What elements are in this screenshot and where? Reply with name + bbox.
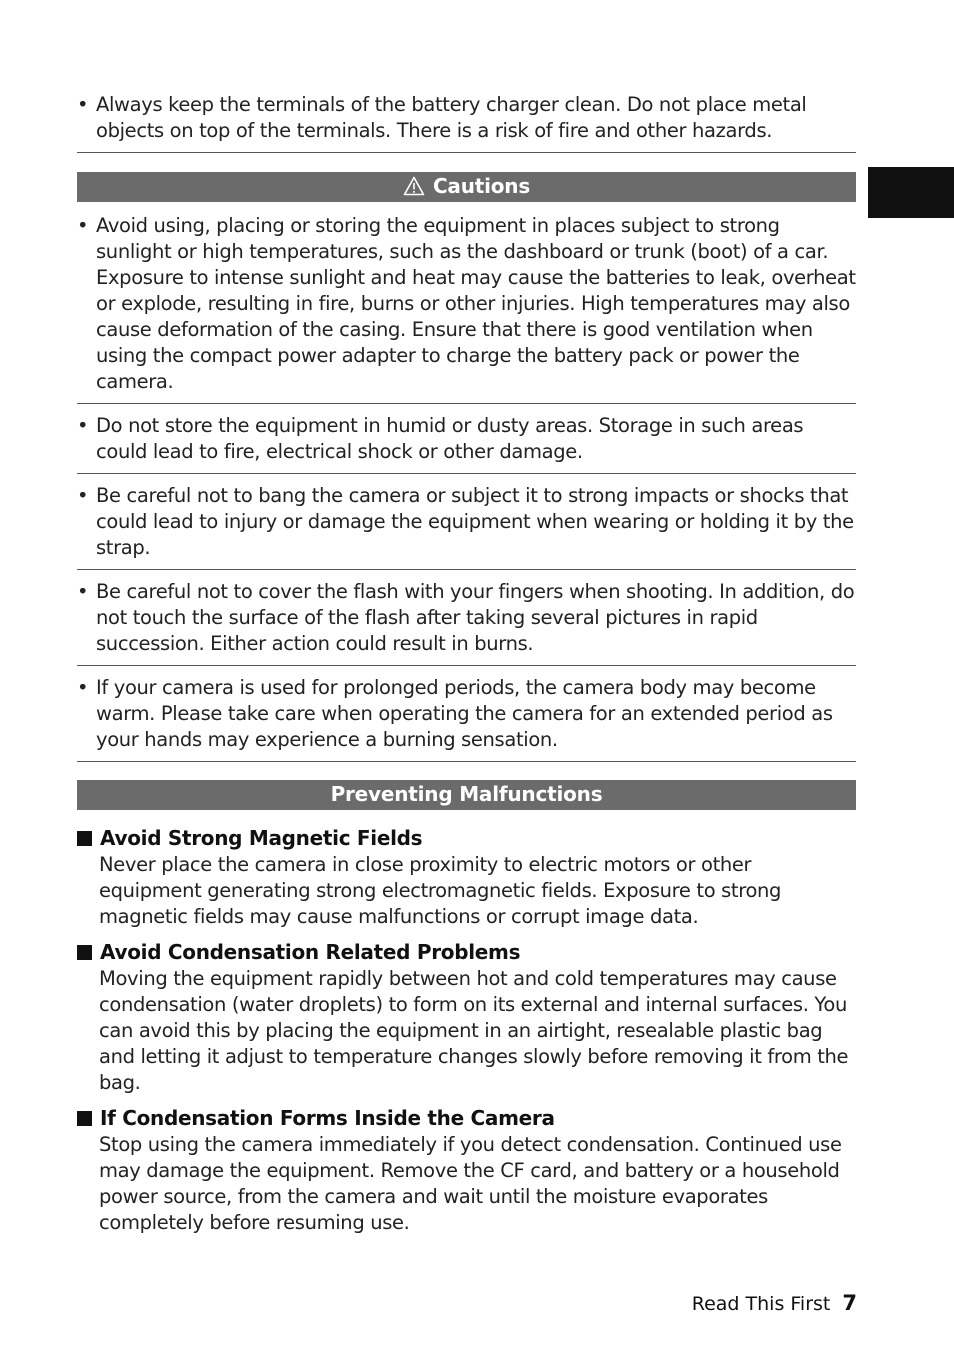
subsection-title <box>77 824 856 852</box>
subsection-title-text: If Condensation Forms Inside the Camera <box>100 1106 555 1130</box>
subsection <box>77 1104 856 1236</box>
warning-triangle-icon <box>403 175 425 203</box>
bullet-text: Be careful not to bang the camera or subject it to strong impacts or shocks that could lead to injury or damage the equipment when wearing or holding it by the strap. <box>96 484 854 559</box>
black-square-icon <box>77 831 92 846</box>
bullet: • <box>77 484 89 507</box>
list-item <box>77 579 856 666</box>
subsection-body: Never place the camera in close proximity to electric motors or other equipment generating strong electromagnetic fields. Exposure to strong magnetic fields may cause malfunctions or corrupt image data. <box>99 853 782 928</box>
subsection <box>77 824 856 930</box>
list-item <box>77 213 856 404</box>
page-footer <box>692 1289 857 1318</box>
list-item <box>77 92 856 153</box>
subsection-body: Moving the equipment rapidly between hot and cold temperatures may cause condensation (water droplets) to form on its external and internal surfaces. You can avoid this by placing the equipment in an airtight, resealable plastic bag and letting it adjust to temperature changes slowly before removing it from the bag. <box>99 967 849 1094</box>
page-content <box>77 92 856 1244</box>
preventing-malfunctions-header <box>77 780 856 810</box>
subsection-body: Stop using the camera immediately if you detect condensation. Continued use may damage the equipment. Remove the CF card, and battery or a household power source, from the camera and wait until the moisture evaporates completely before resuming use. <box>99 1133 842 1234</box>
bullet: • <box>77 580 89 603</box>
subsection-title <box>77 938 856 966</box>
cautions-title: Cautions <box>432 174 531 198</box>
page-number: 7 <box>842 1291 857 1315</box>
bullet-text: If your camera is used for prolonged periods, the camera body may become warm. Please take care when operating the camera for an extended period as your hands may experience a burning sensation. <box>96 676 833 751</box>
list-item <box>77 483 856 570</box>
black-square-icon <box>77 945 92 960</box>
bullet: • <box>77 214 89 237</box>
subsection-title-text: Avoid Condensation Related Problems <box>100 940 521 964</box>
bullet-text: Be careful not to cover the flash with your fingers when shooting. In addition, do not touch the surface of the flash after taking several pictures in rapid succession. Either action could result in burns. <box>96 580 855 655</box>
bullet-text: Always keep the terminals of the battery charger clean. Do not place metal objects on top of the terminals. There is a risk of fire and other hazards. <box>96 93 807 142</box>
black-square-icon <box>77 1111 92 1126</box>
bullet: • <box>77 676 89 699</box>
footer-section-name: Read This First <box>691 1293 831 1315</box>
bullet: • <box>77 414 89 437</box>
subsection-title <box>77 1104 856 1132</box>
bullet-text: Avoid using, placing or storing the equipment in places subject to strong sunlight or high temperatures, such as the dashboard or trunk (boot) of a car. Exposure to intense sunlight and heat may cause the batteries to leak, overheat or explode, resulting in fire, burns or other injuries. High temperatures may also cause deformation of the casing. Ensure that there is good ventilation when using the compact power adapter to charge the battery pack or power the camera. <box>96 214 856 393</box>
subsection-title-text: Avoid Strong Magnetic Fields <box>100 826 423 850</box>
list-item <box>77 675 856 762</box>
bullet: • <box>77 93 89 116</box>
malfunctions-title: Preventing Malfunctions <box>330 782 603 806</box>
subsection <box>77 938 856 1096</box>
bullet-text: Do not store the equipment in humid or dusty areas. Storage in such areas could lead to fire, electrical shock or other damage. <box>96 414 804 463</box>
list-item <box>77 413 856 474</box>
chapter-tab-marker <box>868 167 954 218</box>
cautions-header <box>77 172 856 202</box>
